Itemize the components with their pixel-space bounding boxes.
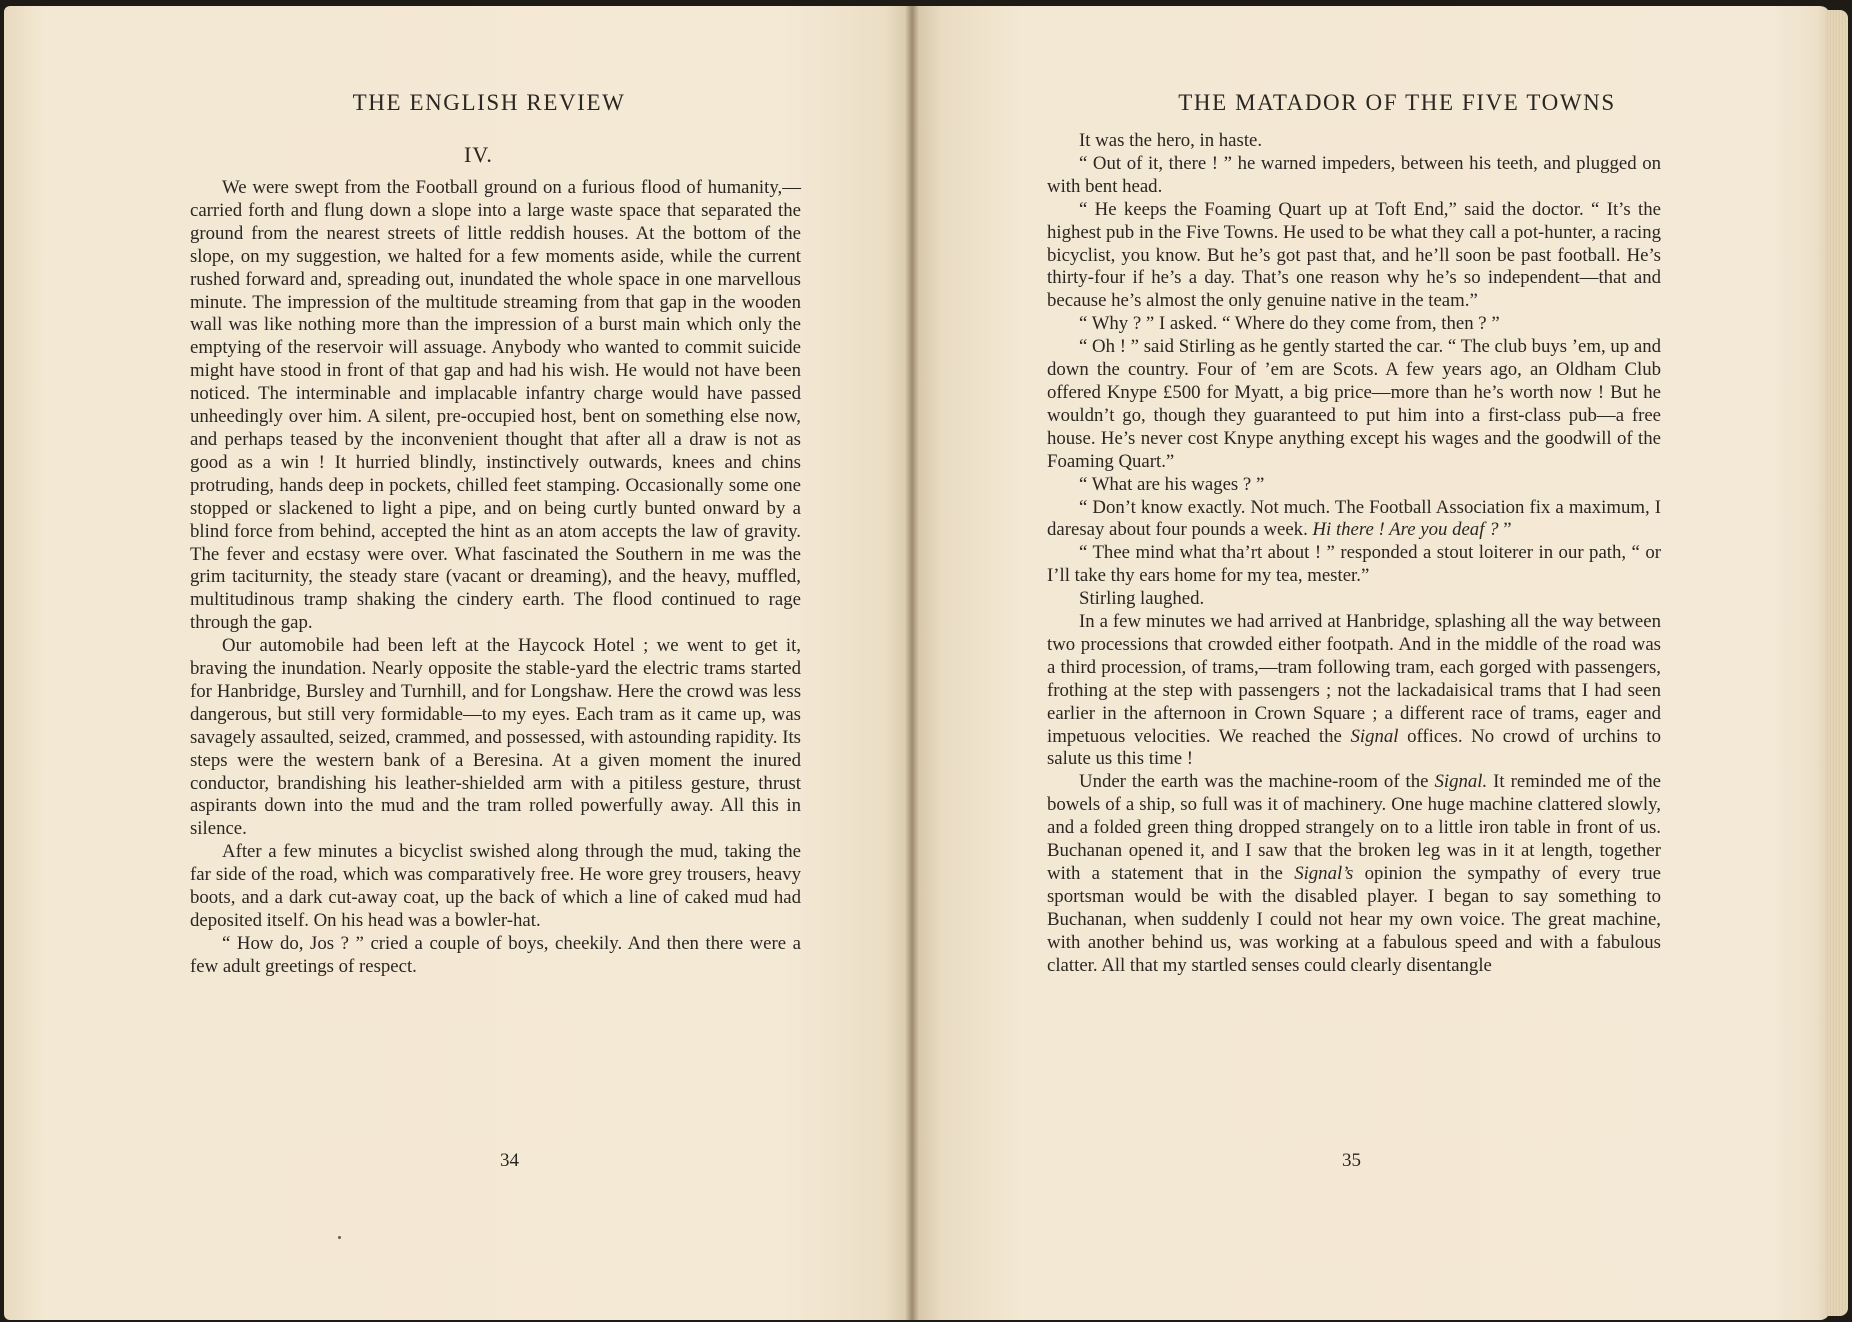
paragraph: Our automobile had been left at the Haycock Hotel ; we went to get it, braving the inundation. Nearly opposite the stable-yard the electric trams started for Hanbridge, Bursley and Turnhill, and for Longshaw. Here the crowd was less dangerous, but still very formidable—to my eyes. Each tram as it came up, was savagely assaulted, seized, crammed, and possessed, with astounding rapidity. Its steps were the western bank of a Beresina. At a given moment the inured conductor, brandishing his leather-shielded arm with a pitiless gesture, thrust aspirants down into the mud and the tram rolled powerfully away. All this in silence. [190,635,801,840]
paragraph [1047,611,1661,771]
paragraph [1047,497,1661,543]
page-number: 35 [1342,1150,1361,1171]
paragraph-text: “ He keeps the Foaming Quart up at Toft End,” said the doctor. “ It’s the highest pub in the Five Towns. He used to be what they call a pot-hunter, a racing bicyclist, you know. But he’s got past that, and he’ll soon be past football. He’s thirty-four if he’s a day. That’s one reason why he’s so independent—that and because he’s almost the only genuine native in the team.” [1047,198,1661,312]
paragraph: After a few minutes a bicyclist swished along through the mud, taking the far side of the road, which was comparatively free. He wore grey trousers, heavy boots, and a dark cut-away coat, up the back of which a line of caked mud had deposited itself. On his head was a bowler-hat. [190,841,801,931]
page-body [190,177,801,979]
italic-text: Signal [1350,725,1399,747]
running-head: THE MATADOR OF THE FIVE TOWNS [1178,90,1616,115]
paragraph-text: “ Why ? ” I asked. “ Where do they come from, then ? ” [1079,313,1500,335]
left-page [4,6,912,1320]
paragraph-text: “ Don’t know exactly. Not much. The Football Association fix a maximum, I daresay about four pounds a week. [1047,496,1661,541]
book-gutter [905,6,919,1320]
paragraph-text: “ What are his wages ? ” [1079,473,1265,495]
paragraph [1047,474,1661,497]
paragraph-text: Under the earth was the machine-room of the [1079,771,1429,793]
paragraph [1047,588,1661,611]
italic-text: Hi there ! Are you deaf ? [1312,519,1499,541]
paragraph-text: offices. No crowd of urchins to salute us this time ! [1047,725,1661,770]
paragraph-text: Stirling laughed. [1079,588,1205,610]
paragraph: “ How do, Jos ? ” cried a couple of boys, cheekily. And then there were a few adult greetings of respect. [190,932,801,977]
paragraph [1047,199,1661,314]
paragraph-text: opinion the sympathy of every true sportsman would be with the disabled player. I began to say something to Buchanan, when suddenly I could not hear my own voice. The great machine, with another behind us, was working at a fabulous speed and with a fabulous clatter. All that my startled senses could clearly disentangle [1047,863,1662,976]
paper-speck [338,1236,341,1239]
paragraph-text: ” [1498,519,1512,541]
paragraph [1047,153,1661,199]
running-head: THE ENGLISH REVIEW [352,90,626,115]
page-number: 34 [500,1150,519,1171]
paragraph-text: It reminded me of the bowels of a ship, so full was it of machinery. One huge machine clattered slowly, and a folded green thing dropped strangely on to a little iron table in front of us. Buchanan opened it, and I saw that the broken leg was in it at length, together with a statement that in the [1047,771,1661,884]
section-number: IV. [464,142,493,167]
paragraph [1047,771,1661,977]
paragraph [1047,130,1661,153]
paragraph-text: In a few minutes we had arrived at Hanbridge, splashing all the way between two processions that crowded either footpath. And in the middle of the road was a third procession, of trams,—tram following tram, each gorged with passengers, frothing at the step with passengers ; not the lackadaisical trams that I had seen earlier in the afternoon in Crown Square ; a different race of trams, eager and impetuous velocities. We reached the [1047,611,1661,747]
right-page [912,6,1830,1320]
paragraph-text: “ Out of it, there ! ” he warned impeders, between his teeth, and plugged on with bent head. [1047,152,1661,197]
paragraph-text: “ Oh ! ” said Stirling as he gently started the car. “ The club buys ’em, up and down the country. Four of ’em are Scots. A few years ago, an Oldham Club offered Knype £500 for Myatt, a big price—more than he’s worth now ! But he wouldn’t go, though they guaranteed to put him into a first-class pub—a free house. He’s never cost Knype anything except his wages and the goodwill of the Foaming Quart.” [1047,336,1661,472]
paragraph [1047,336,1661,473]
italic-text: Signal. [1434,771,1488,793]
paragraph: We were swept from the Football ground on a furious flood of humanity,—carried forth and flung down a slope into a large waste space that separated the ground from the nearest streets of little reddish houses. At the bottom of the slope, on my suggestion, we halted for a few moments aside, while the current rushed forward and, spreading out, inundated the whole space in one marvellous minute. The impression of the multitude streaming from that gap in the wooden wall was like nothing more than the impression of a burst main which only the emptying of the reservoir will assuage. Anybody who wanted to commit suicide might have stood in front of that gap and had his wish. He would not have been noticed. The interminable and implacable infantry charge would have passed unheedingly over him. A silent, pre-occupied host, bent on something else now, and perhaps teased by the inconvenient thought that after all a draw is not as good as a win ! It hurried blindly, instinctively outwards, knees and chins protruding, hands deep in pockets, chilled feet stamping. Occasionally some one stopped or slackened to light a pipe, and on being curtly bunted onward by a blind force from behind, accepted the hint as an atom accepts the law of gravity. The fever and ecstasy were over. What fascinated the Southern in me was the grim taciturnity, the steady stare (vacant or dreaming), and the heavy, muffled, multitudinous tramp shaking the cindery earth. The flood continued to rage through the gap. [190,177,801,634]
paragraph-text: “ Thee mind what tha’rt about ! ” responded a stout loiterer in our path, “ or I’ll take thy ears home for my tea, mester.” [1047,542,1661,587]
paragraph-text: It was the hero, in haste. [1079,130,1263,151]
italic-text: Signal’s [1294,863,1354,884]
page-body [1047,130,1661,978]
paragraph [1047,542,1661,588]
page-edges [1826,10,1848,1316]
paragraph [1047,313,1661,336]
